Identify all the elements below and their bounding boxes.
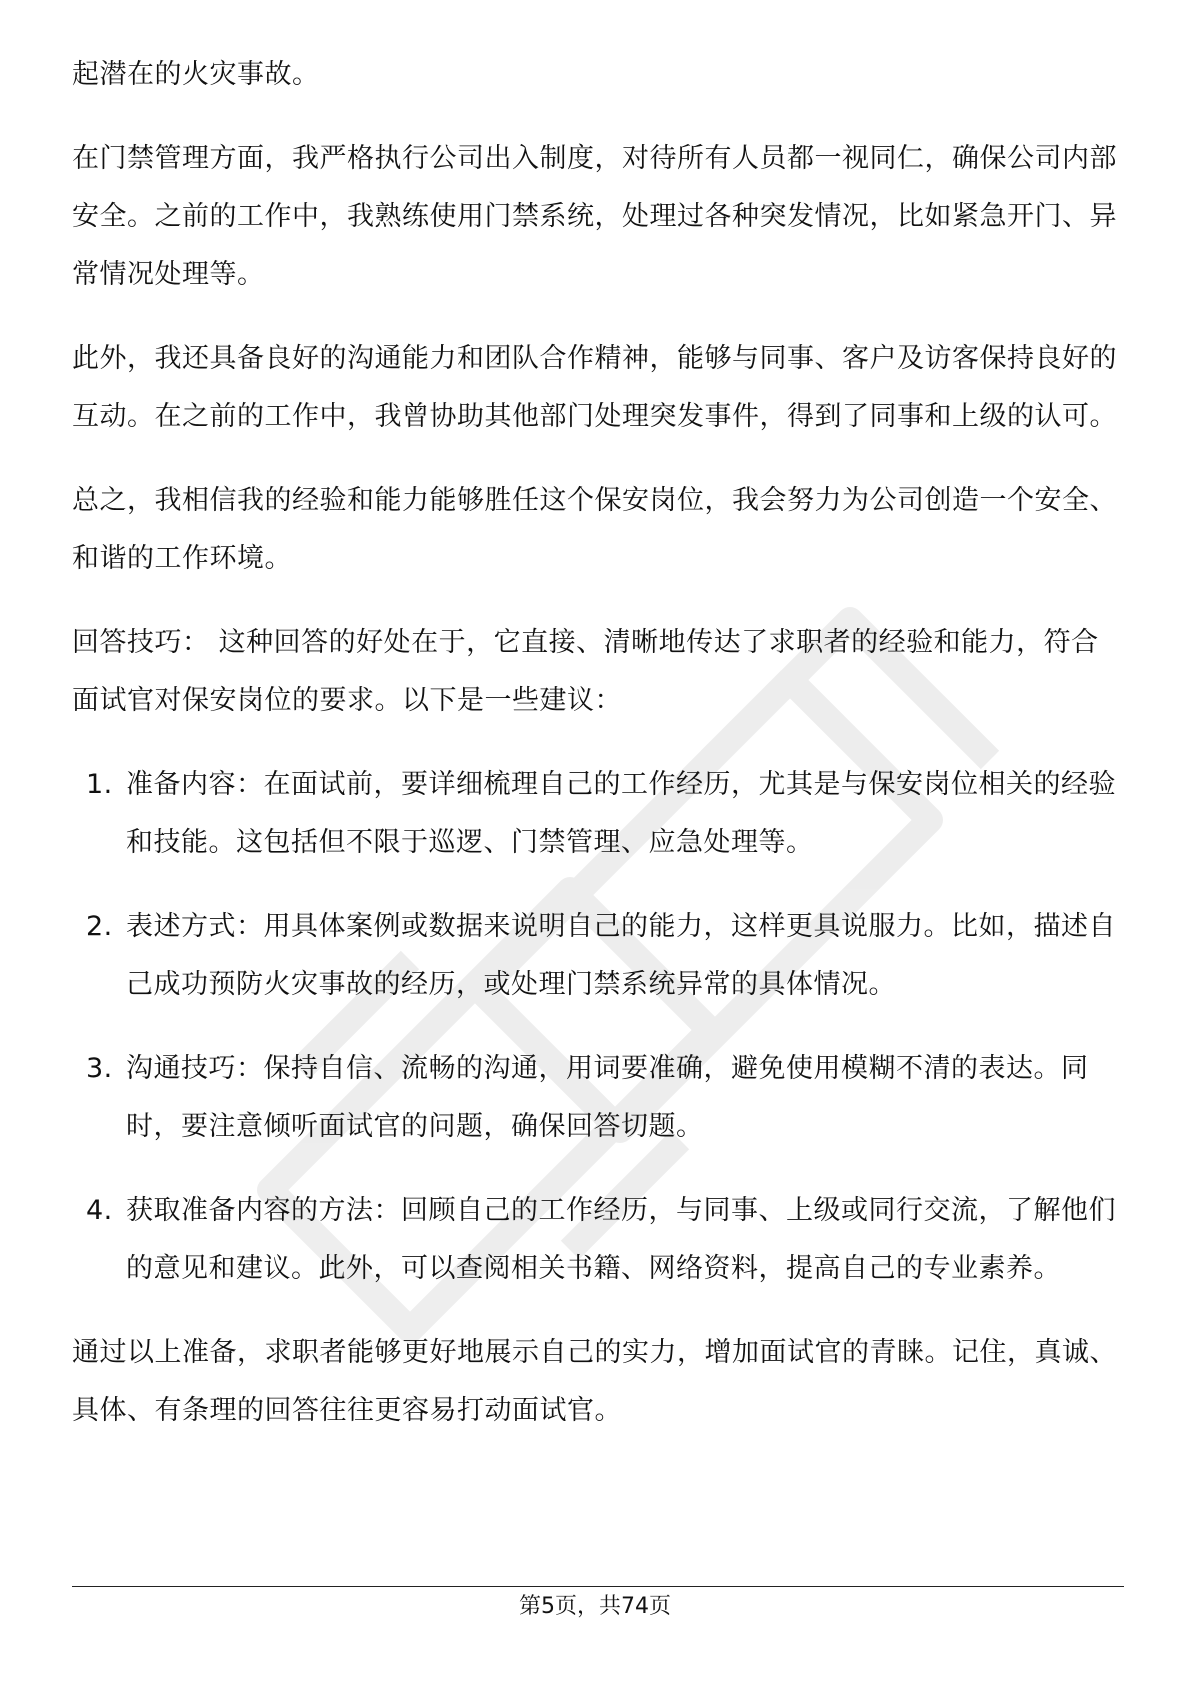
tip-item <box>72 1040 1124 1156</box>
tip-text: 表述方式：用具体案例或数据来说明自己的能力，这样更具说服力。比如，描述自己成功预防火灾事故的经历，或处理门禁系统异常的具体情况。 <box>126 911 1116 1000</box>
tip-text: 获取准备内容的方法：回顾自己的工作经历，与同事、上级或同行交流，了解他们的意见和建议。此外，可以查阅相关书籍、网络资料，提高自己的专业素养。 <box>126 1195 1116 1284</box>
tip-number: 2. <box>86 911 113 942</box>
tip-text: 沟通技巧：保持自信、流畅的沟通，用词要准确，避免使用模糊不清的表达。同时，要注意倾听面试官的问题，确保回答切题。 <box>126 1053 1089 1142</box>
tip-item <box>72 1182 1124 1298</box>
tip-item <box>72 898 1124 1014</box>
paragraph-closing: 通过以上准备，求职者能够更好地展示自己的实力，增加面试官的青睐。记住，真诚、具体、有条理的回答往往更容易打动面试官。 <box>72 1337 1117 1426</box>
paragraph-answer-tips: 回答技巧： 这种回答的好处在于，它直接、清晰地传达了求职者的经验和能力，符合面试官对保安岗位的要求。以下是一些建议： <box>72 627 1099 716</box>
paragraph-access-control: 在门禁管理方面，我严格执行公司出入制度，对待所有人员都一视同仁，确保公司内部安全。之前的工作中，我熟练使用门禁系统，处理过各种突发情况，比如紧急开门、异常情况处理等。 <box>72 143 1117 290</box>
document-body <box>72 46 1124 1466</box>
tip-number: 1. <box>86 769 113 800</box>
tip-number: 3. <box>86 1053 113 1084</box>
paragraph-communication: 此外，我还具备良好的沟通能力和团队合作精神，能够与同事、客户及访客保持良好的互动。在之前的工作中，我曾协助其他部门处理突发事件，得到了同事和上级的认可。 <box>72 343 1117 432</box>
page-number: 第5页，共74页 <box>519 1594 671 1619</box>
tips-list <box>72 756 1124 1298</box>
tip-text: 准备内容：在面试前，要详细梳理自己的工作经历，尤其是与保安岗位相关的经验和技能。这包括但不限于巡逻、门禁管理、应急处理等。 <box>126 769 1116 858</box>
tip-number: 4. <box>86 1195 113 1226</box>
footer-divider <box>72 1586 1124 1587</box>
paragraph-conclusion: 总之，我相信我的经验和能力能够胜任这个保安岗位，我会努力为公司创造一个安全、和谐的工作环境。 <box>72 485 1117 574</box>
tip-item <box>72 756 1124 872</box>
paragraph-fire-accident: 起潜在的火灾事故。 <box>72 59 320 90</box>
